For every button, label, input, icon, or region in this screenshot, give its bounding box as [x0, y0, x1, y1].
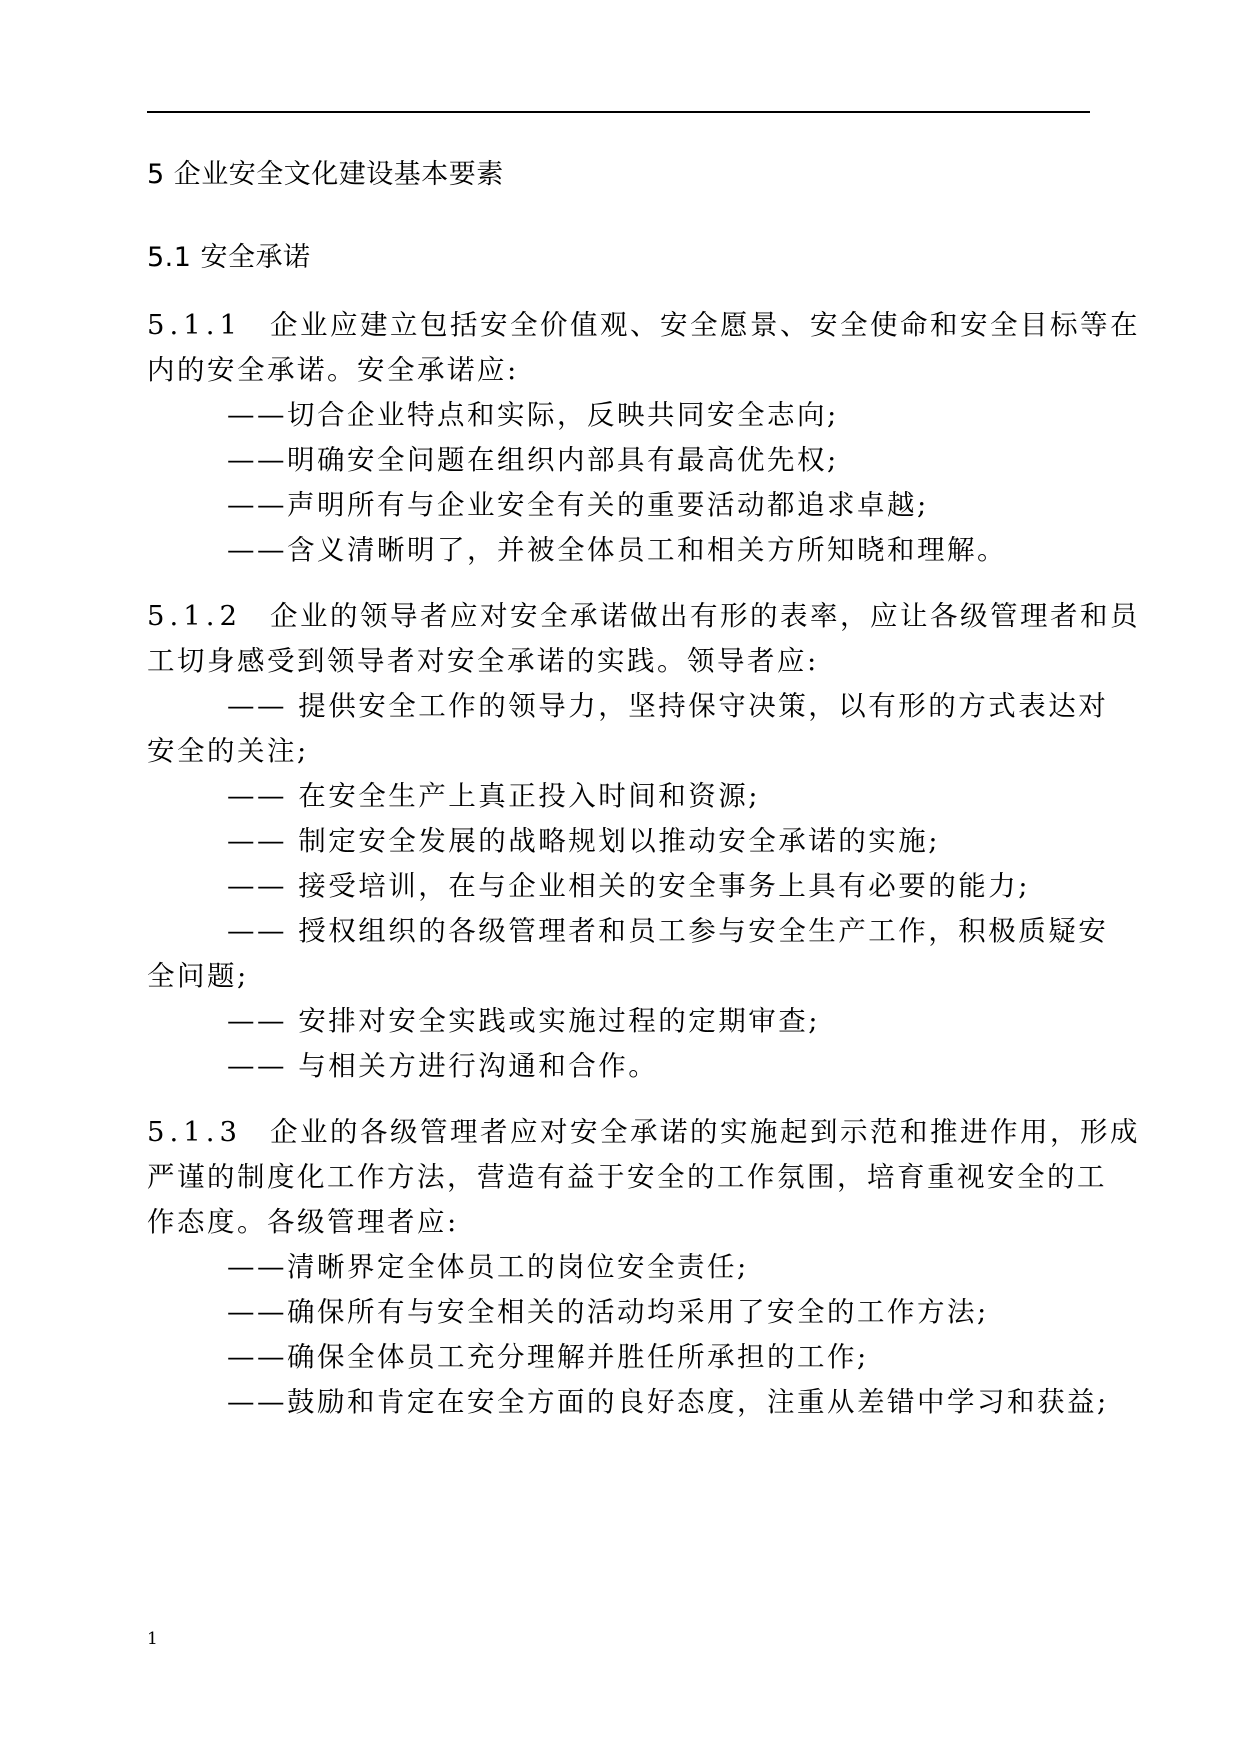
- clause-number: 5.1.3: [147, 1116, 242, 1148]
- list-item: —— 授权组织的各级管理者和员工参与安全生产工作，积极质疑安: [227, 915, 1109, 947]
- clause-number: 5.1.1: [147, 309, 242, 341]
- list-item-continuation: 安全的关注;: [147, 735, 309, 767]
- subsection-title: 5.1 安全承诺: [147, 242, 311, 273]
- list-item: ——确保所有与安全相关的活动均采用了安全的工作方法;: [227, 1296, 989, 1328]
- list-item: ——明确安全问题在组织内部具有最高优先权;: [227, 444, 839, 476]
- clause-5-1-3-line-3: 作态度。各级管理者应:: [147, 1206, 459, 1238]
- list-item: —— 制定安全发展的战略规划以推动安全承诺的实施;: [227, 825, 941, 857]
- clause-5-1-2-line-1: 5.1.2 企业的领导者应对安全承诺做出有形的表率，应让各级管理者和员: [147, 600, 1140, 632]
- clause-5-1-1-line-1: 5.1.1 企业应建立包括安全价值观、安全愿景、安全使命和安全目标等在: [147, 309, 1140, 341]
- list-item-continuation: 全问题;: [147, 960, 249, 992]
- page-number: 1: [147, 1629, 158, 1649]
- list-item: —— 提供安全工作的领导力，坚持保守决策，以有形的方式表达对: [227, 690, 1109, 722]
- list-item: ——清晰界定全体员工的岗位安全责任;: [227, 1251, 749, 1283]
- list-item: —— 接受培训，在与企业相关的安全事务上具有必要的能力;: [227, 870, 1031, 902]
- clause-number: 5.1.2: [147, 600, 242, 632]
- list-item: ——切合企业特点和实际，反映共同安全志向;: [227, 399, 839, 431]
- clause-5-1-2-line-2: 工切身感受到领导者对安全承诺的实践。领导者应:: [147, 645, 819, 677]
- clause-5-1-3-line-1: 5.1.3 企业的各级管理者应对安全承诺的实施起到示范和推进作用，形成: [147, 1116, 1140, 1148]
- header-rule: [147, 111, 1090, 113]
- clause-5-1-1-line-2: 内的安全承诺。安全承诺应:: [147, 354, 519, 386]
- list-item: ——声明所有与企业安全有关的重要活动都追求卓越;: [227, 489, 929, 521]
- clause-5-1-3-line-2: 严谨的制度化工作方法，营造有益于安全的工作氛围，培育重视安全的工: [147, 1161, 1107, 1193]
- list-item: —— 与相关方进行沟通和合作。: [227, 1050, 659, 1082]
- list-item: ——鼓励和肯定在安全方面的良好态度，注重从差错中学习和获益;: [227, 1386, 1109, 1418]
- list-item: ——含义清晰明了，并被全体员工和相关方所知晓和理解。: [227, 534, 1007, 566]
- section-title: 5 企业安全文化建设基本要素: [147, 159, 504, 190]
- list-item: —— 在安全生产上真正投入时间和资源;: [227, 780, 761, 812]
- list-item: —— 安排对安全实践或实施过程的定期审查;: [227, 1005, 821, 1037]
- list-item: ——确保全体员工充分理解并胜任所承担的工作;: [227, 1341, 869, 1373]
